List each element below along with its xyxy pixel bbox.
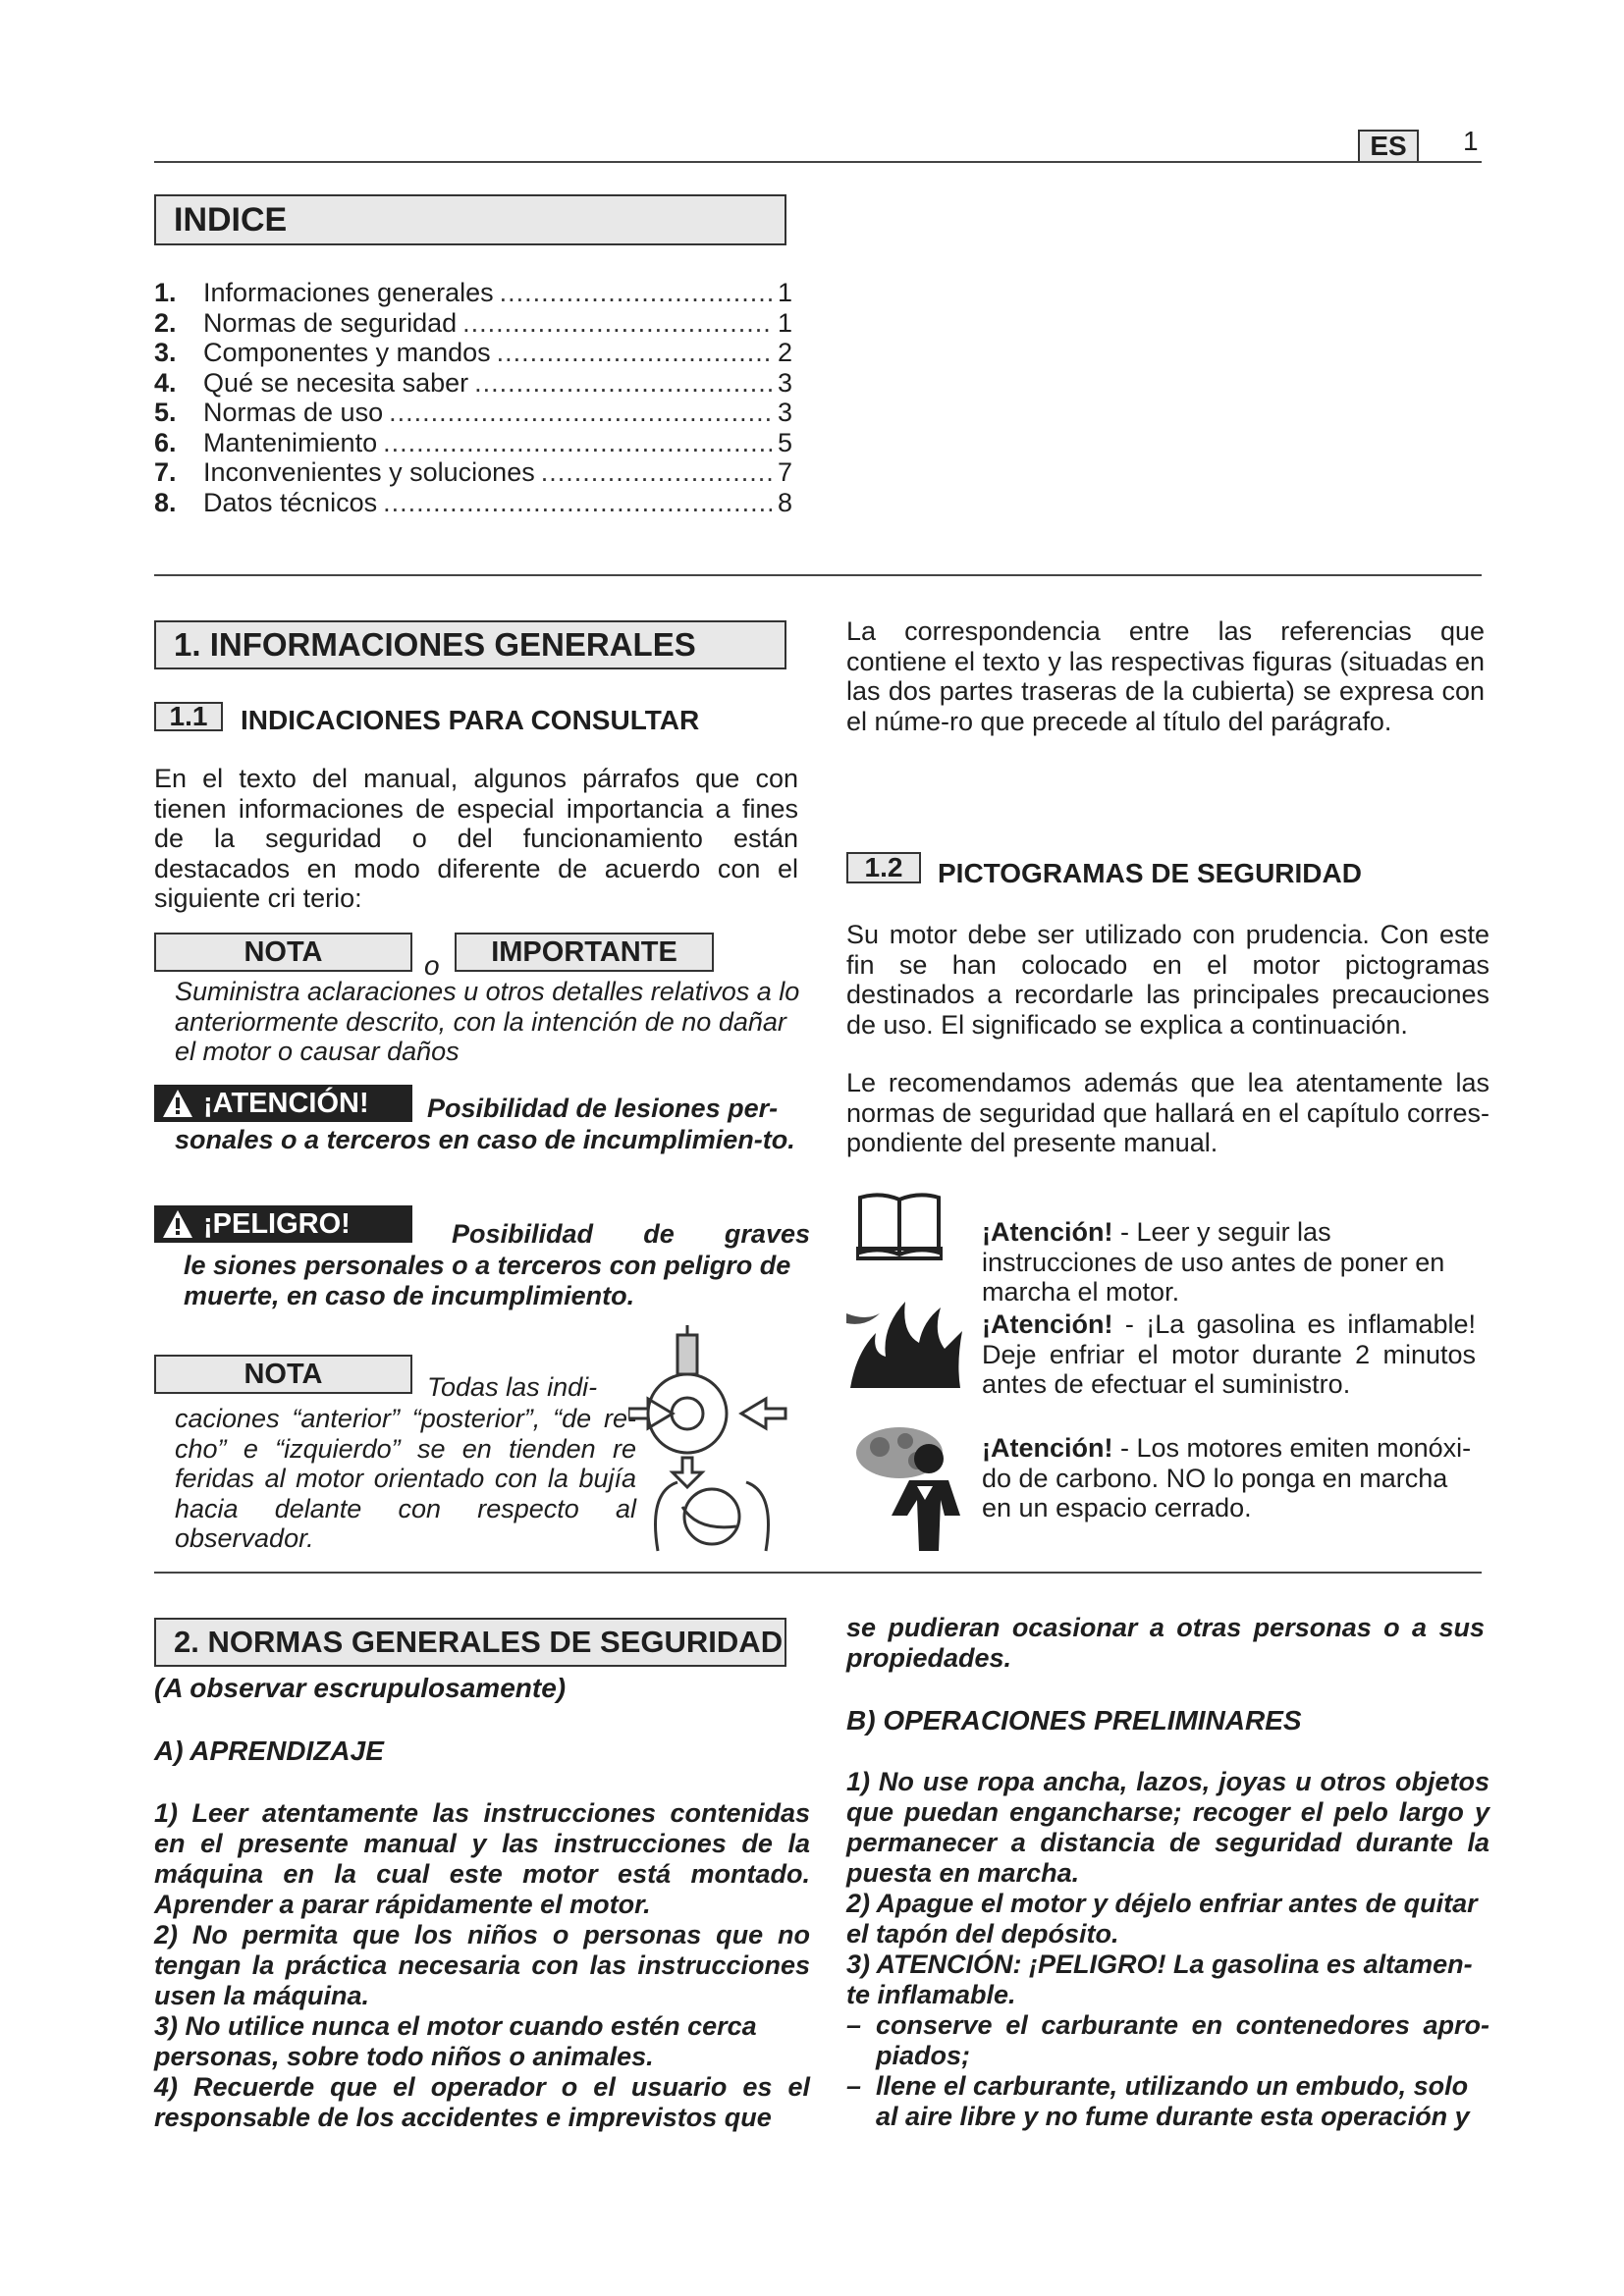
toc-item-number: 8. xyxy=(154,487,177,517)
toc-leader-dots xyxy=(462,308,772,338)
toc-item xyxy=(154,308,792,338)
pictogram-1-text: ¡Atención! - Leer y seguir las instrucciones de uso antes de poner en marcha el motor. xyxy=(982,1217,1445,1307)
toc-item-page: 2 xyxy=(777,338,792,367)
b-item-2: 2) Apague el motor y déjelo enfriar antes de quitar el tapón del depósito. xyxy=(846,1889,1478,1949)
section1-rule xyxy=(154,1572,1482,1574)
toc-item-label: Mantenimiento xyxy=(203,427,378,457)
index-title: INDICE xyxy=(174,200,288,239)
a-item-2: 2) No permita que los niños o personas que no tengan la práctica necesaria con las instrucciones usen la máquina. xyxy=(154,1920,810,2010)
atencion-description-rest: sonales o a terceros en caso de incumplimien-to. xyxy=(175,1125,795,1154)
toc-item xyxy=(154,457,792,487)
atencion-description-first: Posibilidad de lesiones per- xyxy=(427,1094,779,1123)
section2-b-title: B) OPERACIONES PRELIMINARES xyxy=(846,1705,1302,1735)
figures-reference-text: La correspondencia entre las referencias que contiene el texto y las respectivas figuras (situadas en las dos partes traseras de la cubierta) se expresa con el núme-ro que precede al título del parágrafo. xyxy=(846,616,1485,736)
b-item-3: 3) ATENCIÓN: ¡PELIGRO! La gasolina es altamen-te inflamable. xyxy=(846,1949,1473,2009)
sub12-title: PICTOGRAMAS DE SEGURIDAD xyxy=(938,858,1362,888)
o-separator: o xyxy=(424,950,440,981)
b-dash-item-2: – llene el carburante, utilizando un embudo, solo al aire libre y no fume durante esta operación y xyxy=(846,2071,1470,2131)
index-title-box xyxy=(154,194,786,245)
header-rule xyxy=(154,161,1482,163)
toc-item xyxy=(154,278,792,307)
toc-item xyxy=(154,338,792,367)
toc-item-number: 4. xyxy=(154,367,177,398)
atencion-badge xyxy=(154,1085,412,1122)
toc-item-number: 1. xyxy=(154,278,177,307)
section2-right-continuation: se pudieran ocasionar a otras personas o a sus propiedades. xyxy=(846,1613,1485,1673)
section2-b-list xyxy=(846,1767,1489,2132)
toc-item-number: 5. xyxy=(154,398,177,427)
peligro-description-rest: le siones personales o a terceros con peligro de muerte, en caso de incumplimiento. xyxy=(184,1251,791,1310)
toc-item-number: 3. xyxy=(154,338,177,367)
a-item-3: 3) No utilice nunca el motor cuando estén cerca personas, sobre todo niños o animales. xyxy=(154,2011,757,2071)
toc-item-label: Informaciones generales xyxy=(203,278,494,307)
peligro-description-first: Posibilidad de graves xyxy=(452,1219,810,1249)
toc-item-label: Qué se necesita saber xyxy=(203,367,469,398)
atencion-label: ¡ATENCIÓN! xyxy=(203,1087,369,1119)
a-item-1: 1) Leer atentamente las instrucciones contenidas en el presente manual y las instrucciones de la máquina en la cual este motor está montado. Aprender a parar rápidamente el motor. xyxy=(154,1798,810,1919)
peligro-label: ¡PELIGRO! xyxy=(203,1207,351,1240)
section2-a-title: A) APRENDIZAJE xyxy=(154,1735,384,1766)
nota2-label-box: NOTA xyxy=(154,1355,412,1394)
nota2-description-first: Todas las indi- xyxy=(427,1372,598,1402)
toc-item-label: Inconvenientes y soluciones xyxy=(203,457,535,487)
toc-leader-dots xyxy=(383,488,772,517)
toc-item-page: 1 xyxy=(777,307,792,338)
toc-item-page: 3 xyxy=(777,398,792,427)
section2-title-box xyxy=(154,1618,786,1667)
toc-item-label: Datos técnicos xyxy=(203,487,378,517)
index-rule xyxy=(154,574,1482,576)
toc-item xyxy=(154,488,792,517)
section2-subtitle: (A observar escrupulosamente) xyxy=(154,1673,567,1703)
pictograms-intro: Su motor debe ser utilizado con prudencia. Con este fin se han colocado en el motor pictogramas destinados a recordarle las principales precauciones de uso. El significado se explica a continuación. xyxy=(846,920,1489,1040)
toc-item-label: Normas de seguridad xyxy=(203,307,458,338)
sub11-title: INDICACIONES PARA CONSULTAR xyxy=(241,705,700,735)
b-item-1: 1) No use ropa ancha, lazos, joyas u otros objetos que puedan engancharse; recoger el pelo largo y permanecer a distancia de seguridad durante la puesta en marcha. xyxy=(846,1767,1489,1888)
pictogram-2-text: ¡Atención! - ¡La gasolina es inflamable! Deje enfriar el motor durante 2 minutos antes de efectuar el suministro. xyxy=(982,1309,1476,1399)
toc-item xyxy=(154,398,792,427)
a-item-4: 4) Recuerde que el operador o el usuario es el responsable de los accidentes e imprevistos que xyxy=(154,2072,810,2132)
nota2-description-rest: caciones “anterior” “posterior”, “de re-cho” e “izquierdo” se en tienden re feridas al motor orientado con la bujía hacia delante con respecto al observador. xyxy=(175,1404,636,1553)
section1-title-box xyxy=(154,620,786,669)
toc-item-number: 7. xyxy=(154,457,177,487)
nota-description: Suministra aclaraciones u otros detalles relativos a lo anteriormente descrito, con la intención de no dañar el motor o causar daños xyxy=(175,977,800,1066)
toc-item-page: 1 xyxy=(777,278,792,307)
book-icon xyxy=(856,1190,943,1260)
toc-leader-dots xyxy=(497,338,772,367)
warning-triangle-icon xyxy=(162,1209,193,1239)
pictogram-3-text: ¡Atención! - Los motores emiten monóxi-do de carbono. NO lo ponga en marcha en un espacio cerrado. xyxy=(982,1433,1472,1522)
peligro-badge xyxy=(154,1205,412,1243)
toc-item-label: Normas de uso xyxy=(203,398,384,427)
importante-label-box: IMPORTANTE xyxy=(455,933,714,972)
nota-label-box: NOTA xyxy=(154,933,412,972)
language-badge xyxy=(1358,130,1419,163)
toc-leader-dots xyxy=(383,428,772,457)
page-number: 1 xyxy=(1463,126,1479,156)
toc-item-number: 2. xyxy=(154,307,177,338)
toc-leader-dots xyxy=(389,398,772,427)
engine-orientation-diagram xyxy=(628,1325,805,1561)
toc-leader-dots xyxy=(500,278,772,307)
warning-triangle-icon xyxy=(162,1089,193,1118)
toc-leader-dots xyxy=(541,457,772,487)
section2-a-list xyxy=(154,1798,810,2133)
section1-intro: En el texto del manual, algunos párrafos que con tienen informaciones de especial importancia a fines de la seguridad o del funcionamiento están destacados en modo diferente de acuerdo con el siguiente cri terio: xyxy=(154,764,798,913)
sub12-number: 1.2 xyxy=(846,852,921,883)
section2-title: 2. NORMAS GENERALES DE SEGURIDAD xyxy=(174,1625,784,1659)
toc-item-number: 6. xyxy=(154,427,177,457)
toc-item-page: 5 xyxy=(777,427,792,457)
toc-item xyxy=(154,428,792,457)
pictograms-recommendation: Le recomendamos además que lea atentamente las normas de seguridad que hallará en el capítulo corres-pondiente del presente manual. xyxy=(846,1068,1489,1157)
sub11-number: 1.1 xyxy=(154,702,223,731)
toc-leader-dots xyxy=(474,368,772,398)
toc-item-label: Componentes y mandos xyxy=(203,338,491,367)
toc-item xyxy=(154,368,792,398)
toc-item-page: 8 xyxy=(777,487,792,517)
toc-item-page: 7 xyxy=(777,457,792,487)
language-label: ES xyxy=(1370,131,1407,161)
toxic-fumes-icon xyxy=(850,1421,968,1554)
b-dash-item-1: – conserve el carburante en contenedores apro-piados; xyxy=(846,2010,1489,2070)
section1-title: 1. INFORMACIONES GENERALES xyxy=(174,626,696,663)
flame-icon xyxy=(846,1294,964,1392)
toc-item-page: 3 xyxy=(777,367,792,398)
